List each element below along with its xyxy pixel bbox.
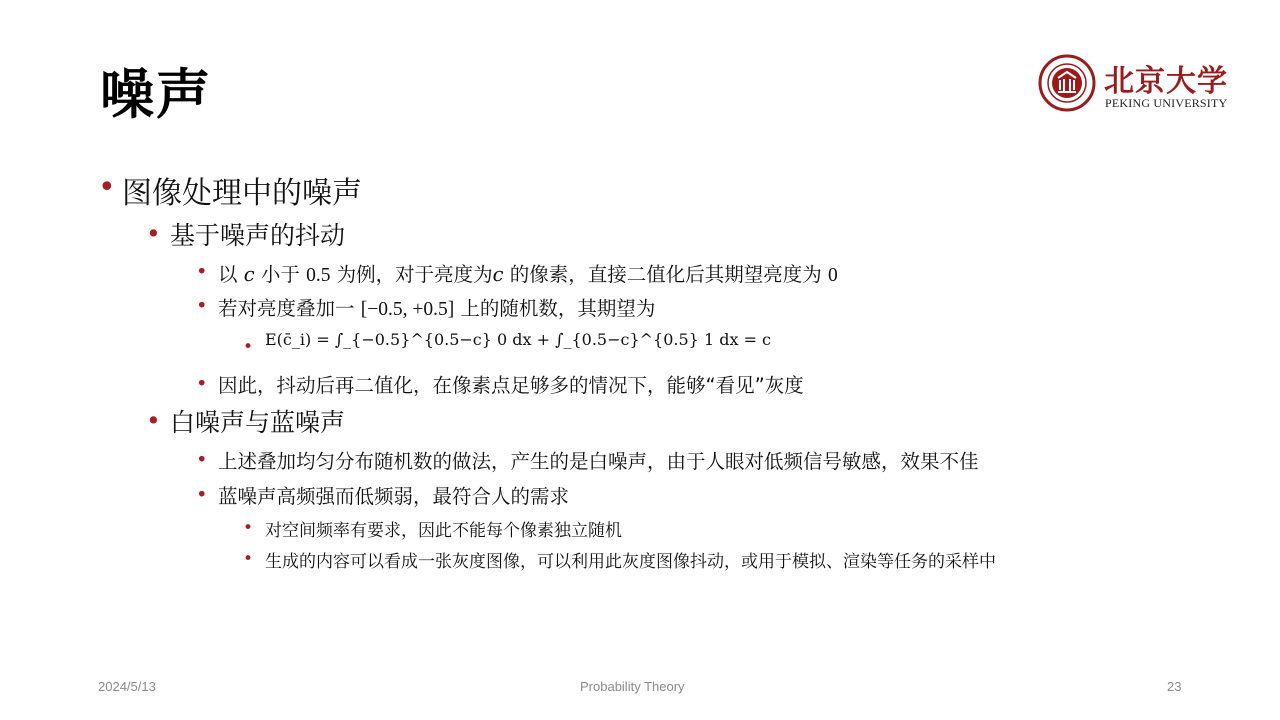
bullet-icon: • — [196, 260, 208, 283]
university-seal-icon — [1038, 54, 1096, 112]
bullet-icon: • — [146, 406, 161, 435]
bullet-icon: • — [196, 448, 208, 471]
bullet-icon: • — [243, 337, 254, 357]
bullet-icon: • — [146, 219, 161, 248]
dither-point-1: 以 c 小于 0.5 为例，对于亮度为c 的像素，直接二值化后其期望亮度为 0 — [218, 263, 838, 286]
logo-chinese-text: 北京大学 — [1104, 64, 1228, 99]
footer-title: Probability Theory — [580, 679, 685, 694]
heading-white-blue-noise: 白噪声与蓝噪声 — [170, 408, 346, 437]
footer-page-number: 23 — [1167, 679, 1182, 694]
peking-university-logo — [1038, 54, 1238, 114]
expectation-formula — [265, 330, 771, 349]
slide-title: 噪声 — [100, 62, 212, 126]
formula-text: E(c̄_i) = ∫_{−0.5}^{0.5−c} 0 dx + ∫_{0.5−c}^{0.5} 1 dx = c — [265, 330, 772, 349]
noise-subpoint-2: 生成的内容可以看成一张灰度图像，可以利用此灰度图像抖动，或用于模拟、渲染等任务的采样中 — [265, 552, 996, 572]
footer-date: 2024/5/13 — [98, 679, 156, 694]
bullet-icon: • — [196, 483, 208, 506]
heading-noise-in-image-processing: 图像处理中的噪声 — [122, 176, 362, 211]
heading-noise-dither: 基于噪声的抖动 — [170, 221, 346, 250]
bullet-icon: • — [243, 518, 254, 538]
noise-subpoint-1: 对空间频率有要求，因此不能每个像素独立随机 — [265, 521, 622, 541]
dither-point-2: 若对亮度叠加一 [−0.5, +0.5] 上的随机数，其期望为 — [218, 297, 656, 320]
dither-point-3: 因此，抖动后再二值化，在像素点足够多的情况下，能够“看见”灰度 — [218, 374, 804, 397]
noise-point-1: 上述叠加均匀分布随机数的做法，产生的是白噪声，由于人眼对低频信号敏感，效果不佳 — [218, 450, 979, 473]
bullet-icon: • — [196, 294, 208, 317]
noise-point-2: 蓝噪声高频强而低频弱，最符合人的需求 — [218, 485, 570, 508]
logo-english-text: PEKING UNIVERSITY — [1105, 96, 1228, 110]
bullet-icon: • — [98, 170, 116, 205]
bullet-icon: • — [196, 372, 208, 395]
bullet-icon: • — [243, 549, 254, 569]
